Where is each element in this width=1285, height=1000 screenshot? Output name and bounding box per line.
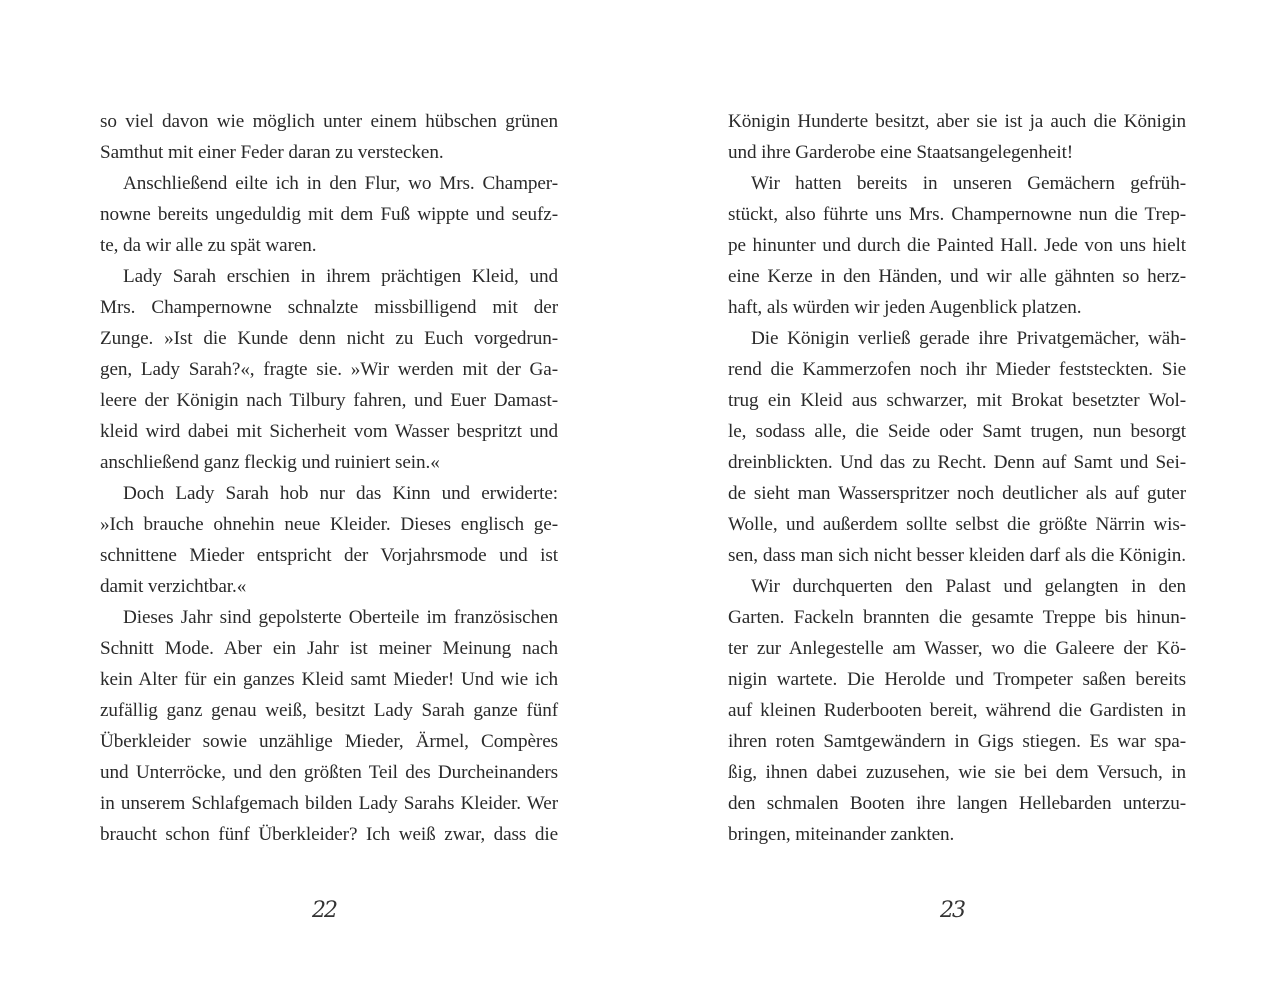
text-line: zufällig ganz genau weiß, besitzt Lady Sarah ganze fünf (100, 700, 558, 721)
text-line: ßig, ihnen dabei zuzusehen, wie sie bei dem Versuch, in (728, 762, 1186, 783)
page-number-right: 23 (940, 898, 964, 923)
text-line: Wolle, und außerdem sollte selbst die größte Närrin wis- (728, 514, 1186, 535)
text-line: eine Kerze in den Händen, und wir alle gähnten so herz- (728, 266, 1186, 287)
text-line: Wir hatten bereits in unseren Gemächern gefrüh- (751, 173, 1186, 194)
right-page-body (728, 106, 1186, 850)
text-line: Anschließend eilte ich in den Flur, wo Mrs. Champer- (123, 173, 558, 194)
text-line: Doch Lady Sarah hob nur das Kinn und erwiderte: (123, 483, 558, 504)
text-line: nowne bereits ungeduldig mit dem Fuß wippte und seufz- (100, 204, 558, 225)
page-number-left: 22 (312, 898, 336, 923)
text-line: Garten. Fackeln brannten die gesamte Treppe bis hinun- (728, 607, 1186, 628)
text-line: leere der Königin nach Tilbury fahren, und Euer Damast- (100, 390, 558, 411)
text-line: haft, als würden wir jeden Augenblick platzen. (728, 297, 1082, 318)
text-line: ihren roten Samtgewändern in Gigs stiegen. Es war spa- (728, 731, 1186, 752)
text-line: Wir durchquerten den Palast und gelangten in den (751, 576, 1186, 597)
text-line: pe hinunter und durch die Painted Hall. Jede von uns hielt (728, 235, 1186, 256)
text-line: und Unterröcke, und den größten Teil des Durcheinanders (100, 762, 558, 783)
text-line: braucht schon fünf Überkleider? Ich weiß zwar, dass die (100, 824, 558, 845)
text-line: Überkleider sowie unzählige Mieder, Ärmel, Compères (100, 731, 558, 752)
text-line: stückt, also führte uns Mrs. Champernowne nun die Trep- (728, 204, 1186, 225)
text-line: le, sodass alle, die Seide oder Samt trugen, nun besorgt (728, 421, 1186, 442)
text-line: trug ein Kleid aus schwarzer, mit Brokat besetzter Wol- (728, 390, 1186, 411)
text-line: »Ich brauche ohnehin neue Kleider. Dieses englisch ge- (100, 514, 558, 535)
text-line: in unserem Schlafgemach bilden Lady Sarahs Kleider. Wer (100, 793, 558, 814)
text-line: kleid wird dabei mit Sicherheit vom Wasser bespritzt und (100, 421, 558, 442)
text-line: gen, Lady Sarah?«, fragte sie. »Wir werden mit der Ga- (100, 359, 558, 380)
text-line: dreinblickten. Und das zu Recht. Denn auf Samt und Sei- (728, 452, 1186, 473)
text-line: Zunge. »Ist die Kunde denn nicht zu Euch vorgedrun- (100, 328, 558, 349)
text-line: Schnitt Mode. Aber ein Jahr ist meiner Meinung nach (100, 638, 558, 659)
text-line: Lady Sarah erschien in ihrem prächtigen Kleid, und (123, 266, 558, 287)
text-line: bringen, miteinander zankten. (728, 824, 955, 845)
left-page-body (100, 106, 558, 850)
text-line: schnittene Mieder entspricht der Vorjahrsmode und ist (100, 545, 558, 566)
text-line: so viel davon wie möglich unter einem hübschen grünen (100, 111, 558, 132)
text-line: damit verzichtbar.« (100, 576, 247, 597)
text-line: Dieses Jahr sind gepolsterte Oberteile im französischen (123, 607, 558, 628)
text-line: sen, dass man sich nicht besser kleiden darf als die Königin. (728, 545, 1186, 566)
text-line: kein Alter für ein ganzes Kleid samt Mieder! Und wie ich (100, 669, 558, 690)
text-line: anschließend ganz fleckig und ruiniert sein.« (100, 452, 440, 473)
text-line: Die Königin verließ gerade ihre Privatgemächer, wäh- (751, 328, 1186, 349)
text-line: rend die Kammerzofen noch ihr Mieder feststeckten. Sie (728, 359, 1186, 380)
text-line: und ihre Garderobe eine Staatsangelegenheit! (728, 142, 1074, 163)
text-line: den schmalen Booten ihre langen Hellebarden unterzu- (728, 793, 1186, 814)
text-line: ter zur Anlegestelle am Wasser, wo die Galeere der Kö- (728, 638, 1186, 659)
text-line: auf kleinen Ruderbooten bereit, während die Gardisten in (728, 700, 1186, 721)
text-line: te, da wir alle zu spät waren. (100, 235, 317, 256)
text-line: Mrs. Champernowne schnalzte missbilligend mit der (100, 297, 558, 318)
text-line: Königin Hunderte besitzt, aber sie ist ja auch die Königin (728, 111, 1186, 132)
text-line: Samthut mit einer Feder daran zu verstecken. (100, 142, 444, 163)
text-line: de sieht man Wasserspritzer noch deutlicher als auf guter (728, 483, 1186, 504)
text-line: nigin wartete. Die Herolde und Trompeter saßen bereits (728, 669, 1186, 690)
